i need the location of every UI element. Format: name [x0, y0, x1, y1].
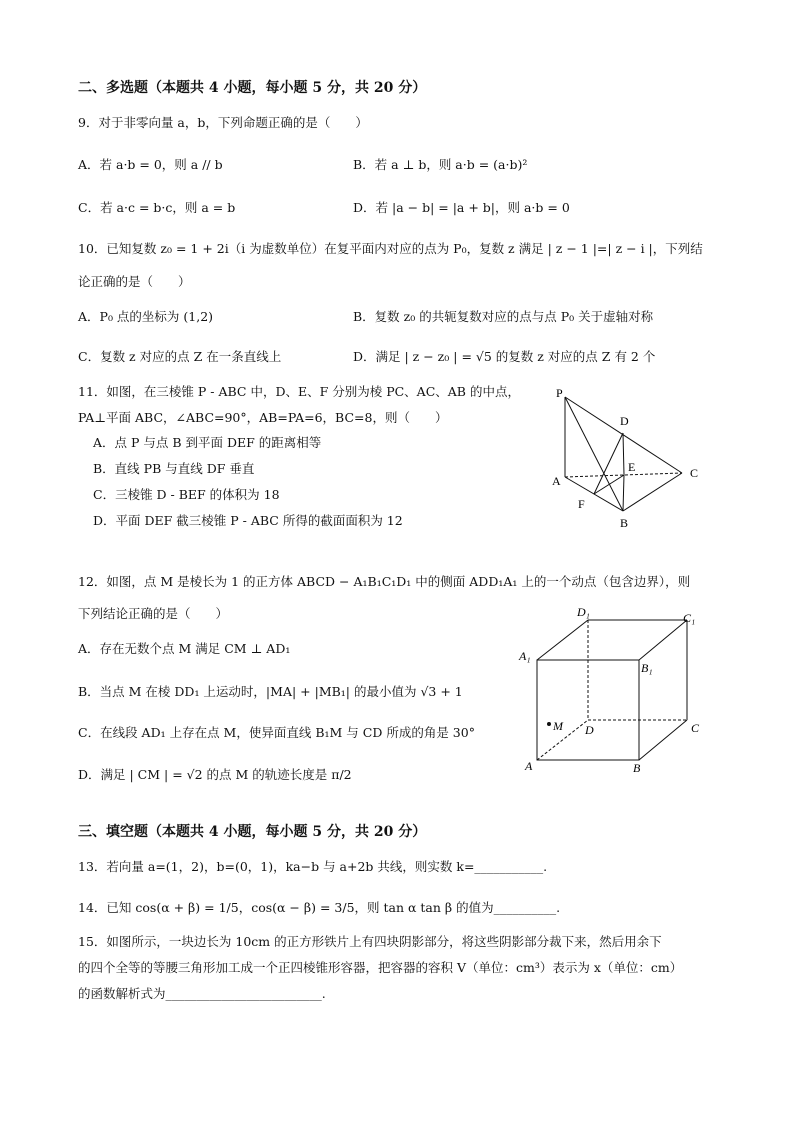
label-a: A [525, 759, 533, 773]
q12-option-a: A．存在无数个点 M 满足 CM ⊥ AD₁ [78, 641, 291, 656]
q13: 13．若向量 a=(1，2)，b=(0，1)，ka−b 与 a+2b 共线，则实数 k=___________. [78, 859, 548, 874]
q9-stem: 9．对于非零向量 a，b，下列命题正确的是（ ） [78, 115, 368, 130]
q10-option-c: C．复数 z 对应的点 Z 在一条直线上 [78, 349, 282, 364]
q9-option-b: B．若 a ⊥ b，则 a·b = (a·b)² [353, 157, 528, 172]
edge-b1c1 [639, 620, 687, 660]
q9-option-c: C．若 a·c = b·c，则 a = b [78, 200, 236, 215]
segment-eb [623, 475, 624, 511]
q12-option-b: B．当点 M 在棱 DD₁ 上运动时，|MA| + |MB₁| 的最小值为 √3 + 1 [78, 684, 463, 699]
edge-bc [639, 720, 687, 760]
q14: 14．已知 cos(α + β) = 1/5，cos(α − β) = 3/5，则 tan α tan β 的值为__________. [78, 900, 561, 915]
q11-pyramid-figure [540, 385, 720, 535]
q11-option-b: B．直线 PB 与直线 DF 垂直 [93, 461, 255, 476]
q10-stem-line1: 10．已知复数 z₀ = 1 + 2i（i 为虚数单位）在复平面内对应的点为 P₀，复数 z 满足 | z − 1 |=| z − i |，下列结 [78, 241, 703, 256]
label-d: D [620, 414, 629, 428]
edge-bc [623, 473, 682, 511]
q12-stem-line1: 12．如图，点 M 是棱长为 1 的正方体 ABCD − A₁B₁C₁D₁ 中的侧面 ADD₁A₁ 上的一个动点（包含边界），则 [78, 574, 691, 589]
point-m [547, 722, 551, 726]
q10-option-b: B．复数 z₀ 的共轭复数对应的点与点 P₀ 关于虚轴对称 [353, 309, 654, 324]
q10-option-a: A．P₀ 点的坐标为 (1,2) [78, 309, 214, 324]
q15-line2: 的四个全等的等腰三角形加工成一个正四棱锥形容器，把容器的容积 V（单位：cm³）表示为 x（单位：cm） [78, 960, 683, 975]
section-2-heading: 二、多选题（本题共 4 小题，每小题 5 分，共 20 分） [78, 80, 427, 96]
q11-option-d: D．平面 DEF 截三棱锥 P - ABC 所得的截面面积为 12 [93, 513, 403, 528]
q11-stem-line1: 11．如图，在三棱锥 P - ABC 中，D、E、F 分别为棱 PC、AC、AB 的中点， [78, 384, 520, 399]
label-d1: D₁ [577, 608, 590, 619]
q12-cube-figure [515, 608, 715, 778]
label-b: B [620, 516, 629, 530]
segment-de [623, 433, 624, 475]
q11-option-a: A．点 P 与点 B 到平面 DEF 的距离相等 [93, 435, 322, 450]
q12-option-c: C．在线段 AD₁ 上存在点 M，使异面直线 B₁M 与 CD 所成的角是 30° [78, 725, 475, 740]
section-3-heading: 三、填空题（本题共 4 小题，每小题 5 分，共 20 分） [78, 824, 427, 840]
q11-stem-line2: PA⊥平面 ABC，∠ABC=90°，AB=PA=6，BC=8，则（ ） [78, 410, 448, 425]
label-m: M [553, 719, 563, 733]
label-a1: A₁ [519, 649, 531, 663]
q12-option-d: D．满足 | CM | = √2 的点 M 的轨迹长度是 π/2 [78, 767, 352, 782]
q15-line3: 的函数解析式为_________________________. [78, 986, 326, 1001]
label-e: E [628, 460, 636, 474]
label-b1: B₁ [641, 661, 653, 675]
label-c1: C₁ [683, 611, 696, 625]
q15-line1: 15．如图所示，一块边长为 10cm 的正方形铁片上有四块阴影部分，将这些阴影部分裁下来，然后用余下 [78, 934, 662, 949]
q9-option-a: A．若 a·b = 0，则 a // b [78, 157, 223, 172]
label-c: C [691, 721, 700, 735]
label-c: C [690, 466, 699, 480]
q10-option-d: D．满足 | z − z₀ | = √5 的复数 z 对应的点 Z 有 2 个 [353, 349, 656, 364]
label-f: F [578, 497, 585, 511]
label-a: A [552, 474, 561, 488]
q11-option-c: C．三棱锥 D - BEF 的体积为 18 [93, 487, 280, 502]
q10-stem-line2: 论正确的是（ ） [78, 274, 191, 289]
label-d: D [585, 723, 594, 737]
q12-stem-line2: 下列结论正确的是（ ） [78, 606, 229, 621]
label-b: B [633, 761, 641, 775]
q9-option-d: D．若 |a − b| = |a + b|，则 a·b = 0 [353, 200, 570, 215]
edge-a1d1 [537, 620, 588, 660]
label-p: P [556, 386, 563, 400]
